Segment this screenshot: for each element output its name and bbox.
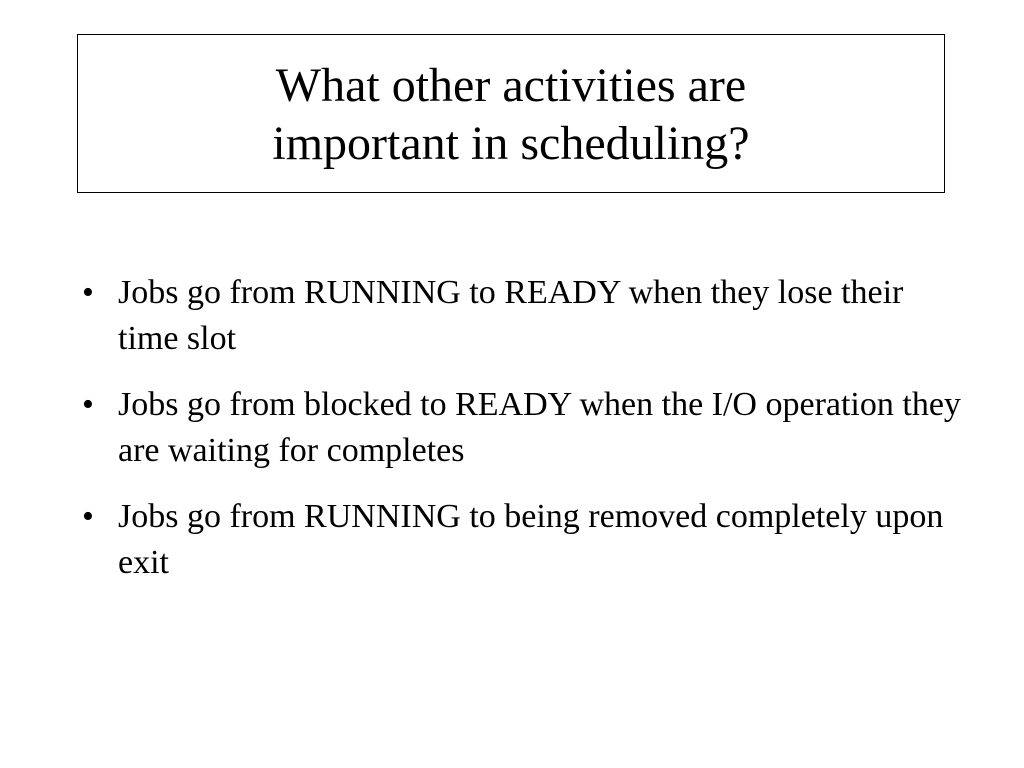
title-box — [77, 34, 945, 193]
bullet-item-2 — [82, 382, 962, 474]
slide-title — [272, 54, 749, 173]
bullet-list — [82, 270, 962, 606]
bullet-text: Jobs go from RUNNING to READY when they lose their time slot — [118, 274, 904, 357]
bullet-item-3 — [82, 494, 962, 586]
slide-title-line-2: important in scheduling? — [272, 117, 750, 170]
slide-title-line-1: What other activities are — [275, 59, 747, 112]
bullet-marker: • — [82, 386, 94, 423]
bullet-text: Jobs go from RUNNING to being removed completely upon exit — [118, 498, 944, 581]
bullet-text: Jobs go from blocked to READY when the I/O operation they are waiting for completes — [118, 386, 961, 469]
bullet-item-1 — [82, 270, 962, 362]
bullet-marker: • — [82, 274, 94, 311]
bullet-marker: • — [82, 498, 94, 535]
